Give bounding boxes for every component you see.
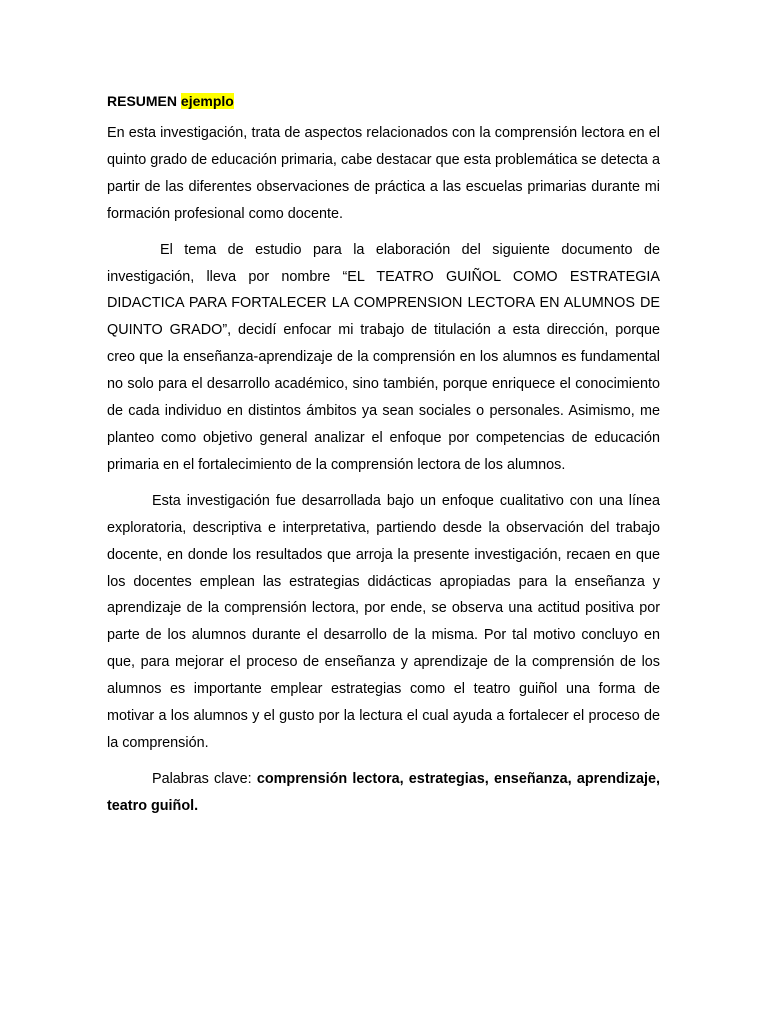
keywords-value: comprensión lectora, estrategias, enseñanza, aprendizaje, teatro guiñol. [107, 770, 660, 814]
heading-title: RESUMEN [107, 93, 178, 109]
keywords-paragraph [107, 766, 660, 820]
paragraph-1: En esta investigación, trata de aspectos relacionados con la comprensión lectora en el quinto grado de educación primaria, cabe destacar que esta problemática se detecta a partir de las diferentes observaciones de práctica a las escuelas primarias durante mi formación profesional como docente. [107, 125, 660, 222]
abstract-heading [107, 88, 660, 114]
keywords-label: Palabras clave: [152, 770, 252, 787]
document-page [107, 88, 660, 829]
paragraph-2: El tema de estudio para la elaboración del siguiente documento de investigación, lleva por nombre “EL TEATRO GUIÑOL COMO ESTRATEGIA DIDACTICA PARA FORTALECER LA COMPRENSION LECTORA EN ALUMNOS DE QUINTO GRADO”, decidí enfocar mi trabajo de titulación a esta dirección, porque creo que la enseñanza-aprendizaje de la comprensión en los alumnos es fundamental no solo para el desarrollo académico, sino también, porque enriquece el conocimiento de cada individuo en distintos ámbitos ya sean sociales o personales. Asimismo, me planteo como objetivo general analizar el enfoque por competencias de educación primaria en el fortalecimiento de la comprensión lectora de los alumnos. [107, 241, 660, 473]
paragraph-3: Esta investigación fue desarrollada bajo un enfoque cualitativo con una línea exploratoria, descriptiva e interpretativa, partiendo desde la observación del trabajo docente, en donde los resultados que arroja la presente investigación, recaen en que los docentes emplean las estrategias didácticas apropiadas para la enseñanza y aprendizaje de la comprensión lectora, por ende, se observa una actitud positiva por parte de los alumnos durante el desarrollo de la misma. Por tal motivo concluyo en que, para mejorar el proceso de enseñanza y aprendizaje de la comprensión de los alumnos es importante emplear estrategias como el teatro guiñol una forma de motivar a los alumnos y el gusto por la lectura el cual ayuda a fortalecer el proceso de la comprensión. [107, 492, 660, 751]
heading-highlight: ejemplo [180, 93, 234, 109]
